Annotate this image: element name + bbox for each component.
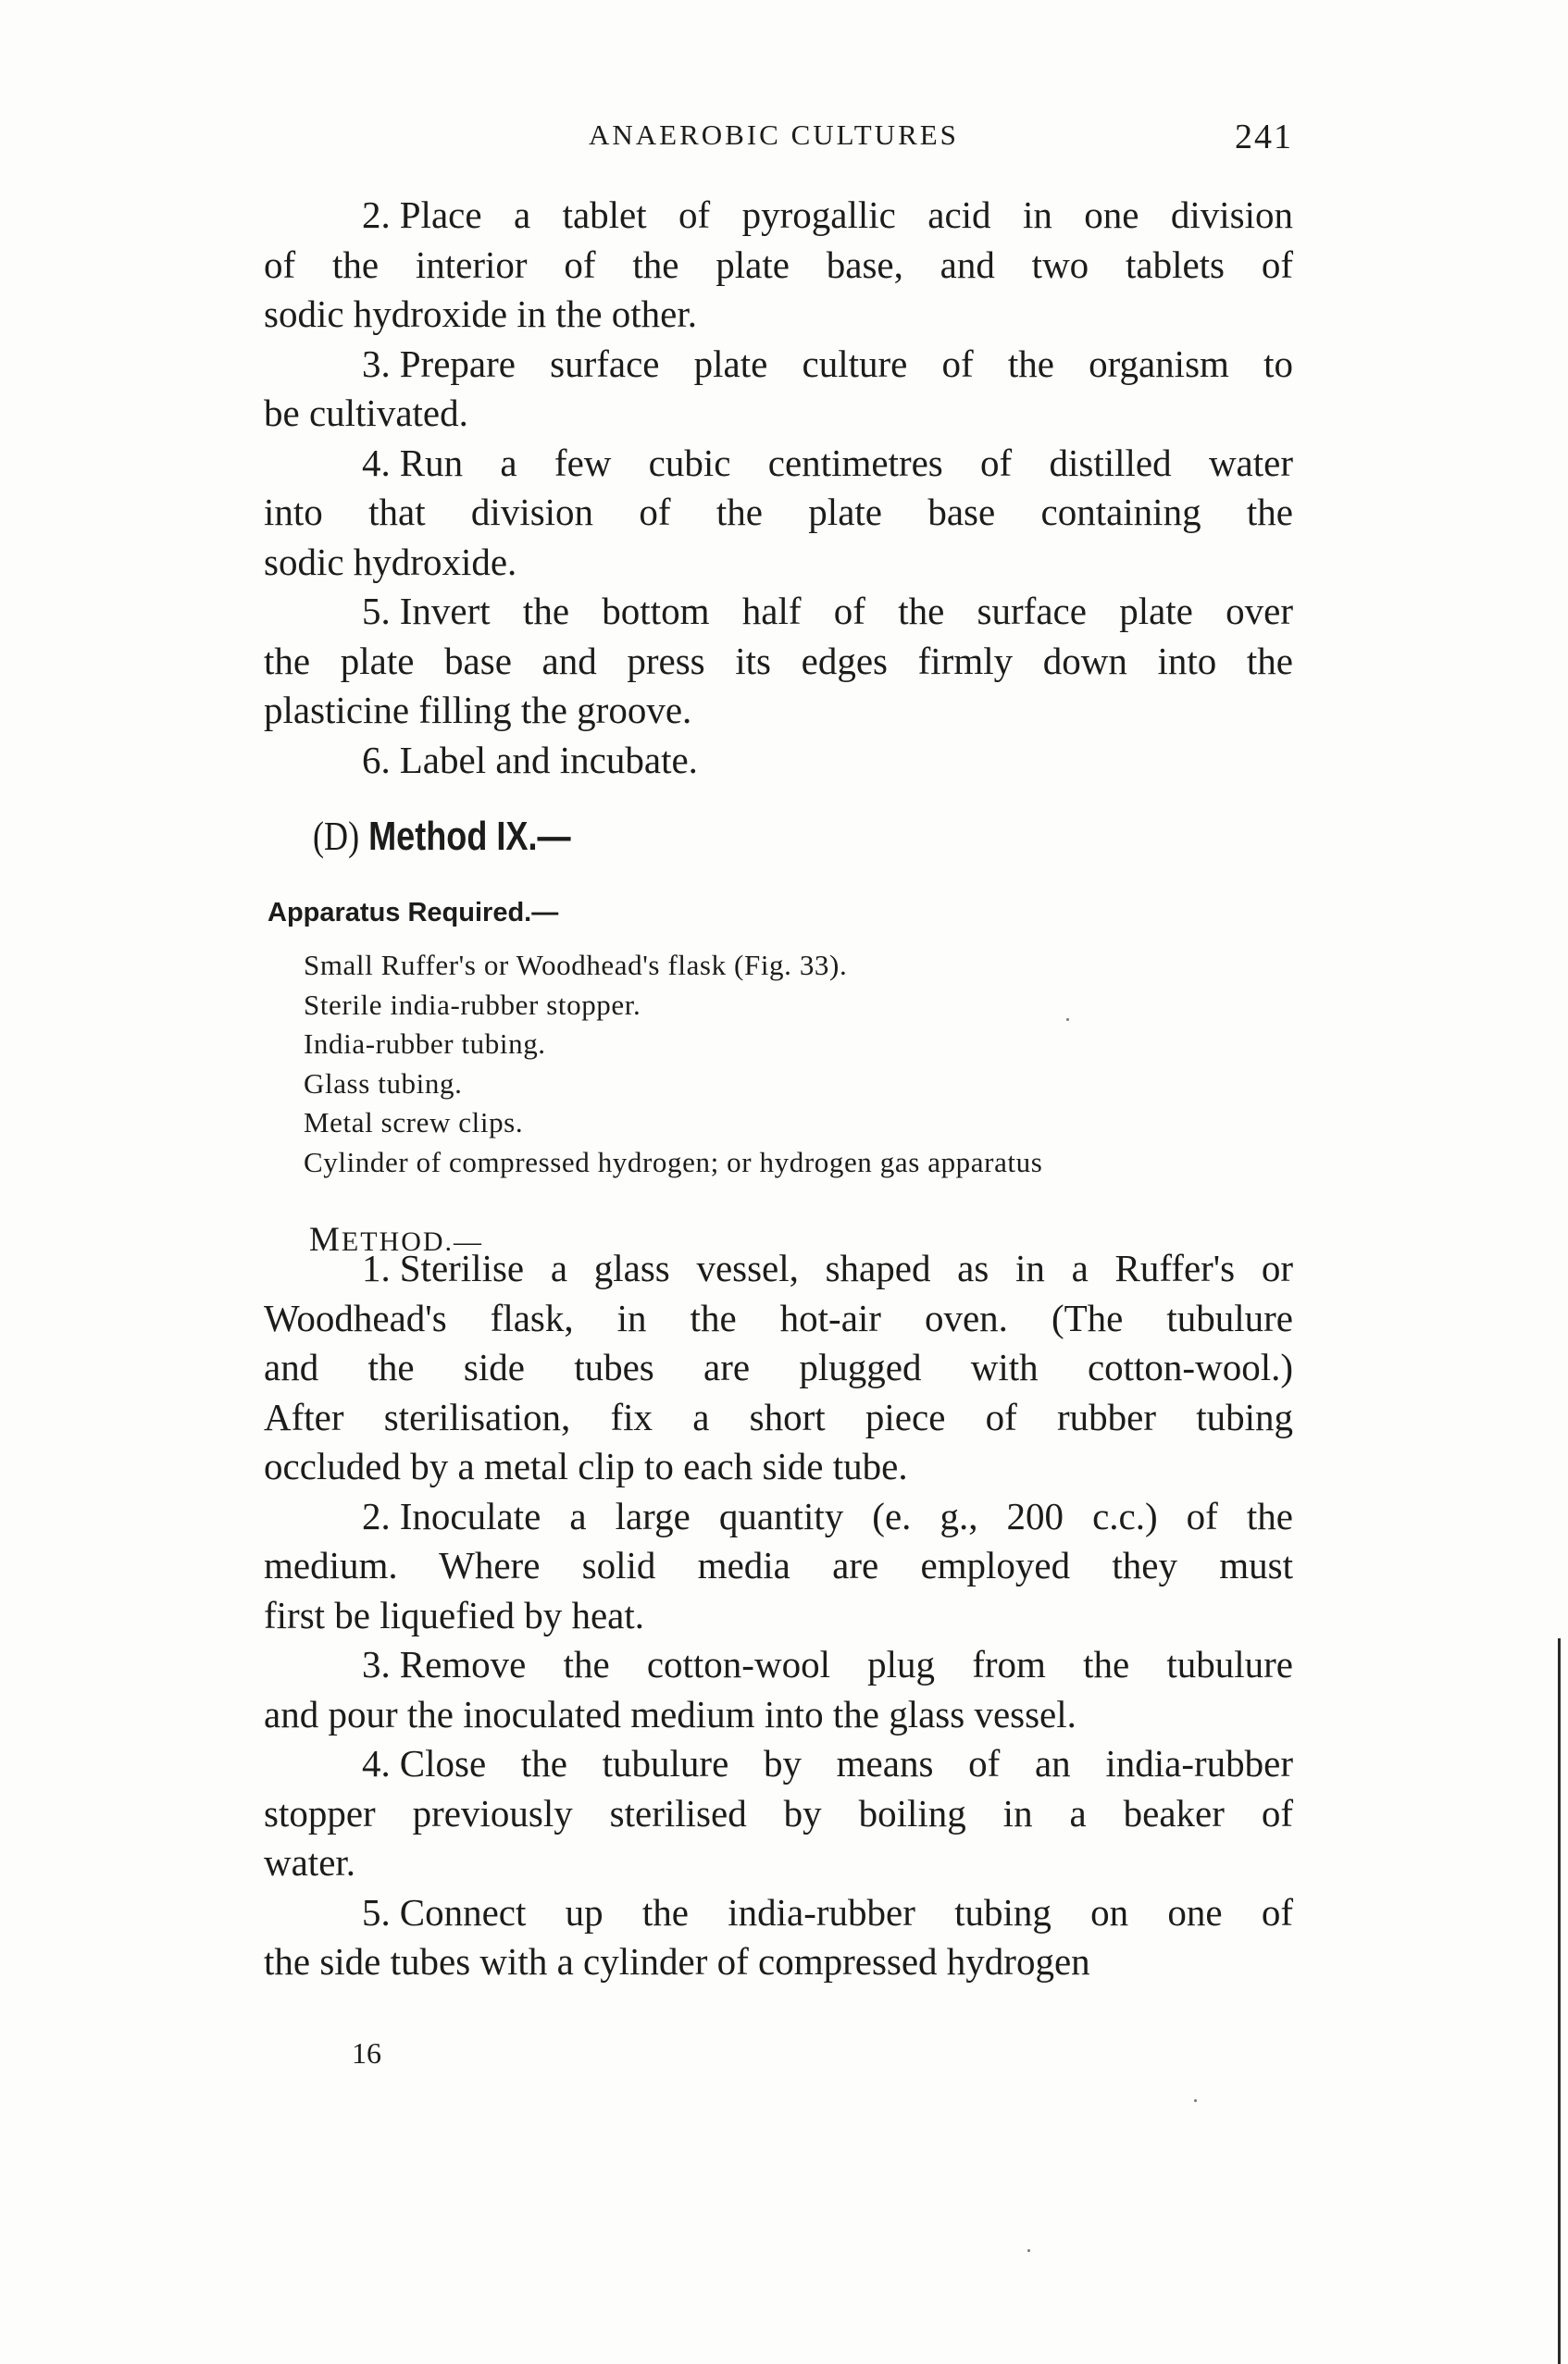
step-text: medium. Where solid media are employed they must: [264, 1544, 1293, 1586]
step-line: [264, 1541, 1293, 1591]
step-number: 5.: [362, 1890, 391, 1934]
running-title: ANAEROBIC CULTURES: [589, 118, 959, 151]
apparatus-list: [304, 946, 1042, 1182]
step-number: 6.: [362, 738, 391, 781]
step-line: [264, 488, 1293, 538]
step-number: 2.: [362, 1494, 391, 1537]
step-text: Run a few cubic centimetres of distilled water: [399, 441, 1293, 484]
step-line: [264, 1343, 1293, 1393]
step-number: 2.: [362, 193, 391, 236]
step-text: Connect up the india-rubber tubing on one of: [399, 1890, 1293, 1934]
step-line: [264, 1492, 1293, 1542]
step-line: [264, 1838, 1293, 1888]
apparatus-heading: Apparatus Required.—: [268, 898, 559, 927]
step-number: 4.: [362, 441, 391, 484]
step-text: water.: [264, 1841, 356, 1884]
step-text: Prepare surface plate culture of the organism to: [399, 342, 1293, 385]
step-text: and the side tubes are plugged with cotton-wool.): [264, 1346, 1293, 1388]
step-line: [264, 1591, 1293, 1641]
page-edge-rule: [1558, 1638, 1561, 2364]
apparatus-item: Glass tubing.: [304, 1066, 463, 1100]
step-text: Place a tablet of pyrogallic acid in one division: [399, 193, 1293, 236]
step-text: the plate base and press its edges firmly down into the: [264, 639, 1293, 682]
steps-block-top: [264, 191, 1293, 785]
paper-speck: [1194, 2099, 1197, 2102]
step-text: Woodhead's flask, in the hot-air oven. (The tubulure: [264, 1296, 1293, 1339]
step-paragraph: [264, 191, 1293, 340]
step-text: Invert the bottom half of the surface plate over: [399, 590, 1293, 632]
step-paragraph: [264, 1640, 1293, 1739]
paper-speck: [1027, 2249, 1030, 2252]
step-line: [264, 736, 1293, 786]
method-heading: [313, 813, 571, 860]
step-paragraph: [264, 439, 1293, 588]
steps-block-bottom: [264, 1244, 1293, 1987]
method-label-rest: ETHOD.—: [341, 1226, 484, 1257]
step-line: [264, 340, 1293, 390]
method-title: Method IX.—: [368, 814, 571, 859]
method-prefix: (D): [313, 814, 360, 859]
step-text: first be liquefied by heat.: [264, 1593, 645, 1636]
step-text: Sterilise a glass vessel, shaped as in a Ruffer's or: [399, 1247, 1293, 1289]
step-text: Inoculate a large quantity (e. g., 200 c.c.) of the: [399, 1494, 1293, 1537]
step-line: [264, 1937, 1293, 1987]
step-text: of the interior of the plate base, and two tablets of: [264, 243, 1293, 286]
step-paragraph: [264, 1888, 1293, 1987]
apparatus-item: Cylinder of compressed hydrogen; or hydrogen gas apparatus: [304, 1145, 1043, 1178]
step-line: [264, 439, 1293, 489]
step-line: [264, 290, 1293, 340]
step-text: be cultivated.: [264, 392, 468, 434]
step-paragraph: [264, 587, 1293, 736]
step-line: [264, 1244, 1293, 1294]
running-head: [264, 118, 1293, 159]
apparatus-item: India-rubber tubing.: [304, 1027, 546, 1060]
step-line: [264, 1739, 1293, 1789]
step-paragraph: [264, 736, 1293, 786]
step-line: [264, 1442, 1293, 1492]
step-number: 5.: [362, 590, 391, 632]
step-line: [264, 241, 1293, 291]
step-line: [264, 1393, 1293, 1443]
step-text: into that division of the plate base containing the: [264, 491, 1293, 533]
apparatus-item: Sterile india-rubber stopper.: [304, 988, 641, 1021]
signature-mark: 16: [352, 2036, 381, 2070]
step-paragraph: [264, 340, 1293, 439]
step-text: occluded by a metal clip to each side tube.: [264, 1445, 908, 1487]
step-paragraph: [264, 1244, 1293, 1492]
step-line: [264, 1789, 1293, 1839]
step-line: [264, 1640, 1293, 1690]
step-text: sodic hydroxide in the other.: [264, 292, 697, 335]
step-line: [264, 389, 1293, 439]
step-number: 4.: [362, 1742, 391, 1785]
step-line: [264, 637, 1293, 687]
step-text: plasticine filling the groove.: [264, 689, 692, 731]
step-number: 3.: [362, 1643, 391, 1686]
method-label-initial: M: [309, 1221, 342, 1259]
step-line: [264, 1888, 1293, 1938]
step-line: [264, 1294, 1293, 1344]
step-text: Label and incubate.: [399, 738, 698, 781]
step-text: Close the tubulure by means of an india-rubber: [399, 1742, 1293, 1785]
step-paragraph: [264, 1739, 1293, 1888]
step-line: [264, 538, 1293, 588]
step-text: and pour the inoculated medium into the glass vessel.: [264, 1692, 1076, 1736]
apparatus-item: Metal screw clips.: [304, 1106, 524, 1138]
step-text: the side tubes with a cylinder of compressed hydrogen: [264, 1940, 1090, 1983]
step-text: After sterilisation, fix a short piece of rubber tubing: [264, 1395, 1293, 1438]
apparatus-item: Small Ruffer's or Woodhead's flask (Fig. 33).: [304, 949, 848, 981]
step-line: [264, 1690, 1293, 1740]
step-line: [264, 191, 1293, 241]
step-line: [264, 587, 1293, 637]
step-number: 3.: [362, 342, 391, 385]
page-number: 241: [1235, 118, 1293, 156]
paper-speck: [1066, 1018, 1069, 1021]
step-text: Remove the cotton-wool plug from the tubulure: [399, 1643, 1293, 1686]
step-paragraph: [264, 1492, 1293, 1641]
step-line: [264, 686, 1293, 736]
step-number: 1.: [362, 1247, 391, 1289]
step-text: sodic hydroxide.: [264, 540, 517, 583]
step-text: stopper previously sterilised by boiling in a beaker of: [264, 1791, 1293, 1835]
